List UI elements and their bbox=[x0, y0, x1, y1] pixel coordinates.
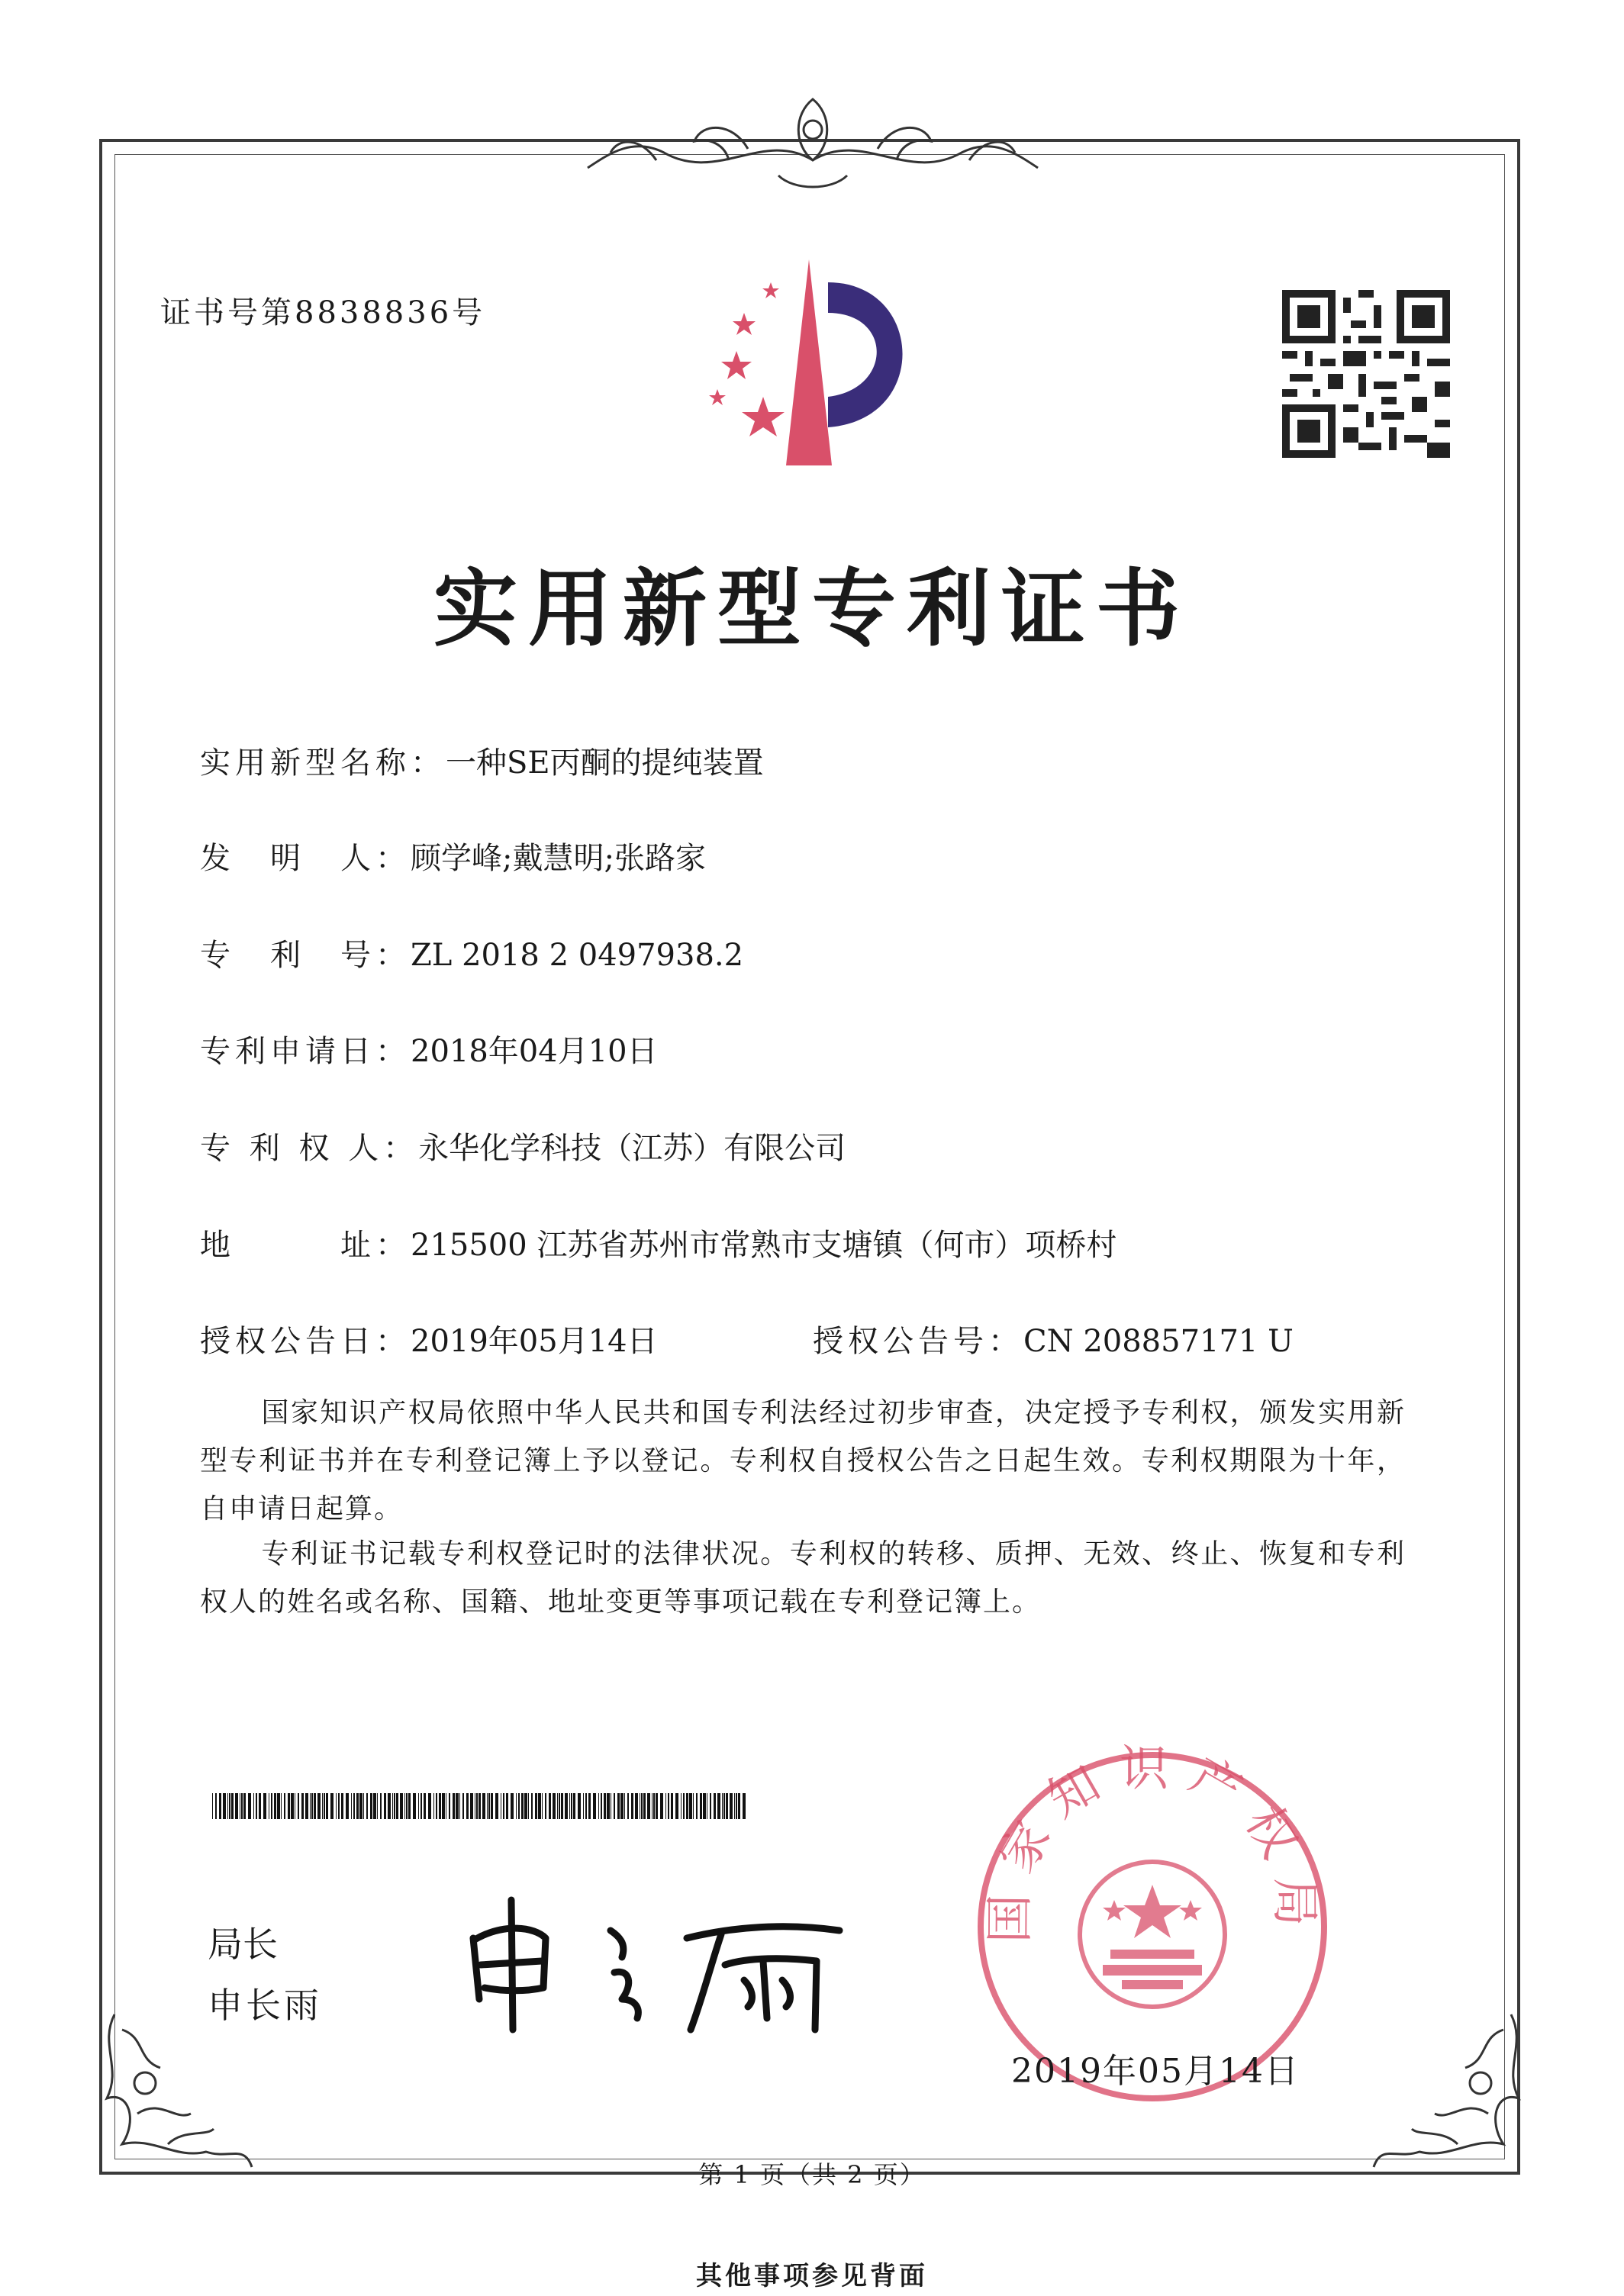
legal-paragraph-2 bbox=[200, 1530, 1406, 1626]
back-note: 其他事项参见背面 bbox=[696, 2261, 928, 2291]
field-announce-number bbox=[813, 1317, 1294, 1361]
qr-code-icon bbox=[1282, 290, 1450, 458]
field-patent-number bbox=[200, 931, 743, 974]
page-number: 第 1 页（共 2 页） bbox=[698, 2160, 926, 2189]
field-value: 2019年05月14日 bbox=[411, 1324, 658, 1359]
field-label: 专 利 权 人： bbox=[200, 1131, 419, 1166]
field-announce-date bbox=[200, 1317, 658, 1361]
field-value: ZL 2018 2 0497938.2 bbox=[411, 938, 744, 973]
director-signature-icon bbox=[458, 1885, 855, 2037]
director-title: 局长 bbox=[208, 1924, 278, 1965]
field-label: 专 利 号： bbox=[200, 938, 411, 973]
director-name: 申长雨 bbox=[208, 1985, 322, 2026]
field-application-date bbox=[200, 1027, 658, 1071]
field-inventors bbox=[200, 834, 706, 878]
field-value: 永华化学科技（江苏）有限公司 bbox=[418, 1131, 846, 1166]
field-label: 专利申请日： bbox=[200, 1034, 411, 1069]
field-value: 顾学峰;戴慧明;张路家 bbox=[411, 841, 706, 876]
seal-date: 2019年05月14日 bbox=[1011, 2052, 1300, 2091]
field-patent-name bbox=[200, 739, 764, 782]
legal-paragraph-1 bbox=[200, 1389, 1406, 1533]
field-label: 地 址： bbox=[200, 1228, 411, 1263]
field-address bbox=[200, 1221, 1116, 1264]
certificate-number: 证书号第8838836号 bbox=[160, 295, 486, 330]
cnipa-logo-icon bbox=[672, 252, 946, 473]
corner-ornament-right-icon bbox=[1358, 1999, 1534, 2175]
field-value: CN 208857171 U bbox=[1023, 1324, 1294, 1359]
barcode-icon bbox=[212, 1793, 746, 1819]
field-label: 发 明 人： bbox=[200, 841, 411, 876]
field-patentee bbox=[200, 1124, 846, 1167]
field-value: 215500 江苏省苏州市常熟市支塘镇（何市）项桥村 bbox=[411, 1228, 1117, 1263]
field-value: 一种SE丙酮的提纯装置 bbox=[446, 745, 764, 781]
paragraph-text: 国家知识产权局依照中华人民共和国专利法经过初步审查，决定授予专利权，颁发实用新型专利证书并在专利登记簿上予以登记。专利权自授权公告之日起生效。专利权期限为十年，自申请日起算。 bbox=[200, 1397, 1406, 1525]
paragraph-text: 专利证书记载专利权登记时的法律状况。专利权的转移、质押、无效、终止、恢复和专利权人的姓名或名称、国籍、地址变更等事项记载在专利登记簿上。 bbox=[200, 1538, 1406, 1618]
field-label: 授权公告日： bbox=[200, 1324, 411, 1359]
top-ornament-icon bbox=[565, 84, 1061, 198]
field-label: 授权公告号： bbox=[813, 1324, 1023, 1359]
field-value: 2018年04月10日 bbox=[411, 1034, 658, 1069]
seal-text: 国家知识产权局 bbox=[981, 1744, 1323, 1943]
field-label: 实用新型名称： bbox=[200, 745, 446, 781]
page-title: 实用新型专利证书 bbox=[433, 559, 1191, 658]
